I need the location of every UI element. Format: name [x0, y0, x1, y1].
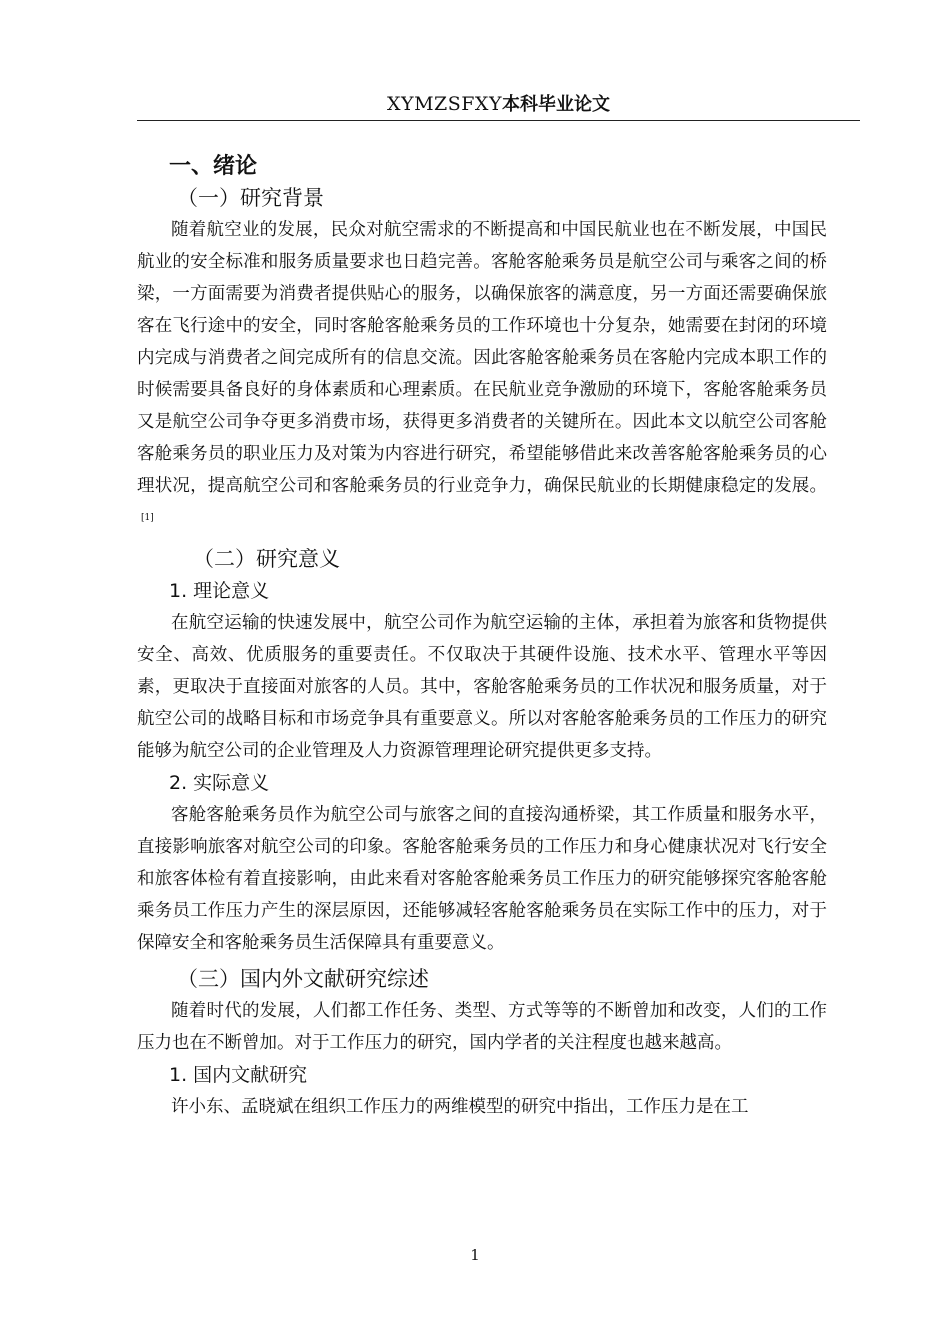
literature-paragraph: 随着时代的发展，人们都工作任务、类型、方式等等的不断曾加和改变，人们的工作压力也在不断曾加。对于工作压力的研究，国内学者的关注程度也越来越高。 — [137, 1001, 827, 1053]
subsection-heading-domestic: 1. 国内文献研究 — [169, 1064, 308, 1086]
theory-paragraph: 在航空运输的快速发展中，航空公司作为航空运输的主体，承担着为旅客和货物提供安全、高效、优质服务的重要责任。不仅取决于其硬件设施、技术水平、管理水平等因素，更取决于直接面对旅客的人员。其中，客舱客舱乘务员的工作状况和服务质量，对于航空公司的战略目标和市场竞争具有重要意义。所以对客舱客舱乘务员的工作压力的研究能够为航空公司的企业管理及人力资源管理理论研究提供更多支持。 — [137, 613, 827, 761]
citation-ref: [1] — [141, 513, 154, 523]
page-number: 1 — [470, 1246, 480, 1264]
subsection-heading-practice: 2. 实际意义 — [169, 772, 270, 794]
domestic-paragraph: 许小东、孟晓斌在组织工作压力的两维模型的研究中指出，工作压力是在工 — [171, 1097, 749, 1117]
section-heading-background: （一）研究背景 — [177, 186, 324, 210]
background-paragraph: 随着航空业的发展，民众对航空需求的不断提高和中国民航业也在不断发展，中国民航业的安全标准和服务质量要求也日趋完善。客舱客舱乘务员是航空公司与乘客之间的桥梁，一方面需要为消费者提供贴心的服务，以确保旅客的满意度，另一方面还需要确保旅客在飞行途中的安全，同时客舱客舱乘务员的工作环境也十分复杂，她需要在封闭的环境内完成与消费者之间完成所有的信息交流。因此客舱客舱乘务员在客舱内完成本职工作的时候需要具备良好的身体素质和心理素质。在民航业竞争激励的环境下，客舱客舱乘务员又是航空公司争夺更多消费市场，获得更多消费者的关键所在。因此本文以航空公司客舱客舱乘务员的职业压力及对策为内容进行研究，希望能够借此来改善客舱客舱乘务员的心理状况，提高航空公司和客舱乘务员的行业竞争力，确保民航业的长期健康稳定的发展。[1] — [137, 220, 827, 523]
header-rule — [137, 120, 860, 121]
practice-paragraph: 客舱客舱乘务员作为航空公司与旅客之间的直接沟通桥梁，其工作质量和服务水平，直接影响旅客对航空公司的印象。客舱客舱乘务员的工作压力和身心健康状况对飞行安全和旅客体检有着直接影响，由此来看对客舱客舱乘务员工作压力的研究能够探究客舱客舱乘务员工作压力产生的深层原因，还能够减轻客舱客舱乘务员在实际工作中的压力，对于保障安全和客舱乘务员生活保障具有重要意义。 — [137, 805, 827, 953]
header-school-code: XYMZSFXY — [387, 93, 502, 115]
section-heading-significance: （二）研究意义 — [193, 547, 340, 571]
section-heading-literature: （三）国内外文献研究综述 — [177, 967, 429, 991]
page-header — [137, 92, 860, 117]
header-thesis-label: 本科毕业论文 — [502, 94, 610, 115]
document-body — [137, 148, 827, 1123]
chapter-heading: 一、绪论 — [169, 154, 258, 179]
subsection-heading-theory: 1. 理论意义 — [169, 580, 270, 602]
